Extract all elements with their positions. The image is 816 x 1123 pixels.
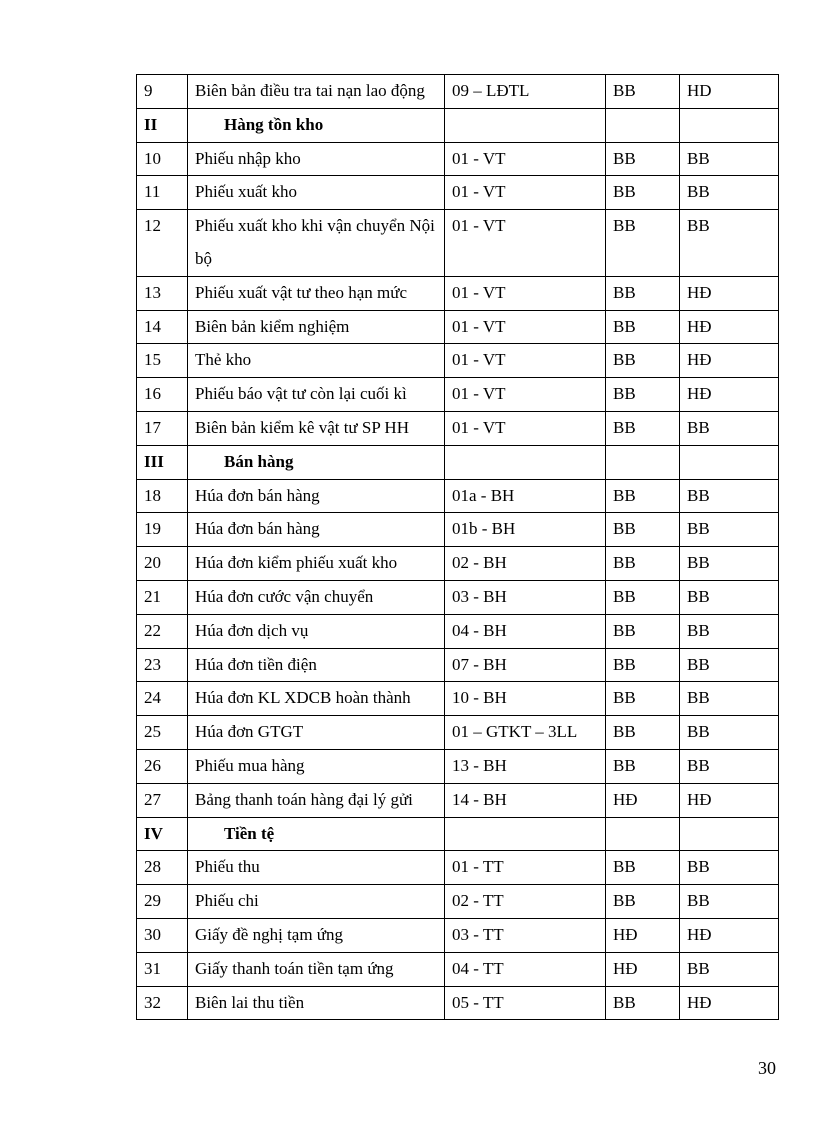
empty-cell [680, 108, 779, 142]
empty-cell [445, 108, 606, 142]
document-name-cell: Phiếu báo vật tư còn lại cuối kì [188, 378, 445, 412]
form-code-cell: 01 - VT [445, 310, 606, 344]
type-cell-2: BB [680, 952, 779, 986]
table-row [137, 682, 779, 716]
type-cell-1: BB [606, 513, 680, 547]
type-cell-1: HĐ [606, 783, 680, 817]
form-code-cell: 01 - TT [445, 851, 606, 885]
type-cell-2: BB [680, 580, 779, 614]
document-name-cell: Phiếu chi [188, 885, 445, 919]
table-row [137, 378, 779, 412]
document-name-cell: Húa đơn tiền điện [188, 648, 445, 682]
page-number: 30 [758, 1058, 776, 1078]
type-cell-2: BB [680, 210, 779, 277]
type-cell-1: BB [606, 411, 680, 445]
type-cell-1: BB [606, 716, 680, 750]
row-number-cell: 20 [137, 547, 188, 581]
document-name-cell: Thẻ kho [188, 344, 445, 378]
row-number-cell: 14 [137, 310, 188, 344]
empty-cell [606, 817, 680, 851]
type-cell-2: BB [680, 142, 779, 176]
row-number-cell: 24 [137, 682, 188, 716]
table-row [137, 580, 779, 614]
table-row [137, 614, 779, 648]
type-cell-1: BB [606, 378, 680, 412]
table-body [137, 75, 779, 1020]
form-code-cell: 09 – LĐTL [445, 75, 606, 109]
type-cell-2: BB [680, 716, 779, 750]
type-cell-1: BB [606, 682, 680, 716]
type-cell-2: BB [680, 749, 779, 783]
table-row [137, 344, 779, 378]
row-number-cell: 11 [137, 176, 188, 210]
row-number-cell: 12 [137, 210, 188, 277]
type-cell-2: BB [680, 411, 779, 445]
table-row [137, 142, 779, 176]
row-number-cell: 26 [137, 749, 188, 783]
type-cell-1: BB [606, 344, 680, 378]
table-row [137, 918, 779, 952]
type-cell-1: BB [606, 310, 680, 344]
document-name-cell: Biên bản kiểm kê vật tư SP HH [188, 411, 445, 445]
section-number-cell: II [137, 108, 188, 142]
type-cell-2: BB [680, 614, 779, 648]
type-cell-1: BB [606, 176, 680, 210]
table-row [137, 648, 779, 682]
table-row [137, 716, 779, 750]
type-cell-1: BB [606, 142, 680, 176]
empty-cell [680, 817, 779, 851]
form-code-cell: 03 - BH [445, 580, 606, 614]
document-name-cell: Phiếu xuất kho khi vận chuyển Nội bộ [188, 210, 445, 277]
table-row [137, 952, 779, 986]
table-row [137, 885, 779, 919]
section-title-cell: Bán hàng [188, 445, 445, 479]
form-code-cell: 07 - BH [445, 648, 606, 682]
type-cell-1: BB [606, 547, 680, 581]
type-cell-2: BB [680, 885, 779, 919]
document-name-cell: Phiếu thu [188, 851, 445, 885]
table-row [137, 547, 779, 581]
form-code-cell: 01 – GTKT – 3LL [445, 716, 606, 750]
section-row [137, 817, 779, 851]
empty-cell [606, 445, 680, 479]
document-table [136, 74, 779, 1020]
type-cell-1: BB [606, 479, 680, 513]
row-number-cell: 18 [137, 479, 188, 513]
type-cell-2: HĐ [680, 276, 779, 310]
document-name-cell: Bảng thanh toán hàng đại lý gửi [188, 783, 445, 817]
document-name-cell: Giấy thanh toán tiền tạm ứng [188, 952, 445, 986]
type-cell-2: BB [680, 851, 779, 885]
type-cell-2: BB [680, 479, 779, 513]
section-number-cell: IV [137, 817, 188, 851]
row-number-cell: 10 [137, 142, 188, 176]
type-cell-1: BB [606, 210, 680, 277]
type-cell-1: BB [606, 885, 680, 919]
type-cell-1: BB [606, 986, 680, 1020]
table-row [137, 210, 779, 277]
type-cell-2: BB [680, 682, 779, 716]
table-row [137, 411, 779, 445]
form-code-cell: 04 - BH [445, 614, 606, 648]
table-row [137, 75, 779, 109]
document-name-cell: Phiếu nhập kho [188, 142, 445, 176]
type-cell-1: BB [606, 851, 680, 885]
row-number-cell: 21 [137, 580, 188, 614]
type-cell-2: HĐ [680, 310, 779, 344]
type-cell-1: BB [606, 580, 680, 614]
table-row [137, 310, 779, 344]
table-row [137, 276, 779, 310]
form-code-cell: 01 - VT [445, 276, 606, 310]
row-number-cell: 17 [137, 411, 188, 445]
row-number-cell: 22 [137, 614, 188, 648]
type-cell-2: BB [680, 648, 779, 682]
document-name-cell: Húa đơn bán hàng [188, 513, 445, 547]
form-code-cell: 02 - TT [445, 885, 606, 919]
section-row [137, 445, 779, 479]
form-code-cell: 10 - BH [445, 682, 606, 716]
table-row [137, 986, 779, 1020]
type-cell-1: HĐ [606, 952, 680, 986]
form-code-cell: 04 - TT [445, 952, 606, 986]
type-cell-1: HĐ [606, 918, 680, 952]
document-name-cell: Húa đơn GTGT [188, 716, 445, 750]
type-cell-1: BB [606, 648, 680, 682]
type-cell-1: BB [606, 614, 680, 648]
form-code-cell: 01 - VT [445, 142, 606, 176]
form-code-cell: 01 - VT [445, 176, 606, 210]
section-number-cell: III [137, 445, 188, 479]
form-code-cell: 01 - VT [445, 378, 606, 412]
form-code-cell: 02 - BH [445, 547, 606, 581]
form-code-cell: 13 - BH [445, 749, 606, 783]
type-cell-2: BB [680, 547, 779, 581]
empty-cell [680, 445, 779, 479]
row-number-cell: 25 [137, 716, 188, 750]
row-number-cell: 16 [137, 378, 188, 412]
type-cell-2: HD [680, 75, 779, 109]
table-row [137, 513, 779, 547]
row-number-cell: 9 [137, 75, 188, 109]
document-name-cell: Húa đơn dịch vụ [188, 614, 445, 648]
type-cell-1: BB [606, 749, 680, 783]
table-row [137, 851, 779, 885]
row-number-cell: 32 [137, 986, 188, 1020]
empty-cell [445, 817, 606, 851]
document-name-cell: Húa đơn KL XDCB hoàn thành [188, 682, 445, 716]
document-name-cell: Phiếu xuất kho [188, 176, 445, 210]
row-number-cell: 15 [137, 344, 188, 378]
form-code-cell: 14 - BH [445, 783, 606, 817]
type-cell-1: BB [606, 75, 680, 109]
type-cell-2: HĐ [680, 918, 779, 952]
row-number-cell: 31 [137, 952, 188, 986]
empty-cell [606, 108, 680, 142]
document-name-cell: Phiếu xuất vật tư theo hạn mức [188, 276, 445, 310]
document-name-cell: Húa đơn cước vận chuyển [188, 580, 445, 614]
row-number-cell: 23 [137, 648, 188, 682]
form-code-cell: 05 - TT [445, 986, 606, 1020]
section-title-cell: Hàng tồn kho [188, 108, 445, 142]
type-cell-2: HĐ [680, 986, 779, 1020]
table-row [137, 176, 779, 210]
document-name-cell: Phiếu mua hàng [188, 749, 445, 783]
form-code-cell: 01a - BH [445, 479, 606, 513]
row-number-cell: 28 [137, 851, 188, 885]
document-name-cell: Húa đơn kiểm phiếu xuất kho [188, 547, 445, 581]
document-name-cell: Biên lai thu tiền [188, 986, 445, 1020]
table-row [137, 749, 779, 783]
form-code-cell: 03 - TT [445, 918, 606, 952]
row-number-cell: 13 [137, 276, 188, 310]
section-title-cell: Tiền tệ [188, 817, 445, 851]
document-name-cell: Húa đơn bán hàng [188, 479, 445, 513]
form-code-cell: 01 - VT [445, 210, 606, 277]
row-number-cell: 19 [137, 513, 188, 547]
section-row [137, 108, 779, 142]
table-row [137, 783, 779, 817]
row-number-cell: 29 [137, 885, 188, 919]
document-name-cell: Biên bản điều tra tai nạn lao động [188, 75, 445, 109]
form-code-cell: 01 - VT [445, 344, 606, 378]
empty-cell [445, 445, 606, 479]
row-number-cell: 27 [137, 783, 188, 817]
type-cell-2: HĐ [680, 783, 779, 817]
form-code-cell: 01 - VT [445, 411, 606, 445]
document-name-cell: Biên bản kiểm nghiệm [188, 310, 445, 344]
document-name-cell: Giấy đề nghị tạm ứng [188, 918, 445, 952]
type-cell-1: BB [606, 276, 680, 310]
type-cell-2: BB [680, 513, 779, 547]
form-code-cell: 01b - BH [445, 513, 606, 547]
table-row [137, 479, 779, 513]
row-number-cell: 30 [137, 918, 188, 952]
type-cell-2: BB [680, 176, 779, 210]
type-cell-2: HĐ [680, 378, 779, 412]
type-cell-2: HĐ [680, 344, 779, 378]
